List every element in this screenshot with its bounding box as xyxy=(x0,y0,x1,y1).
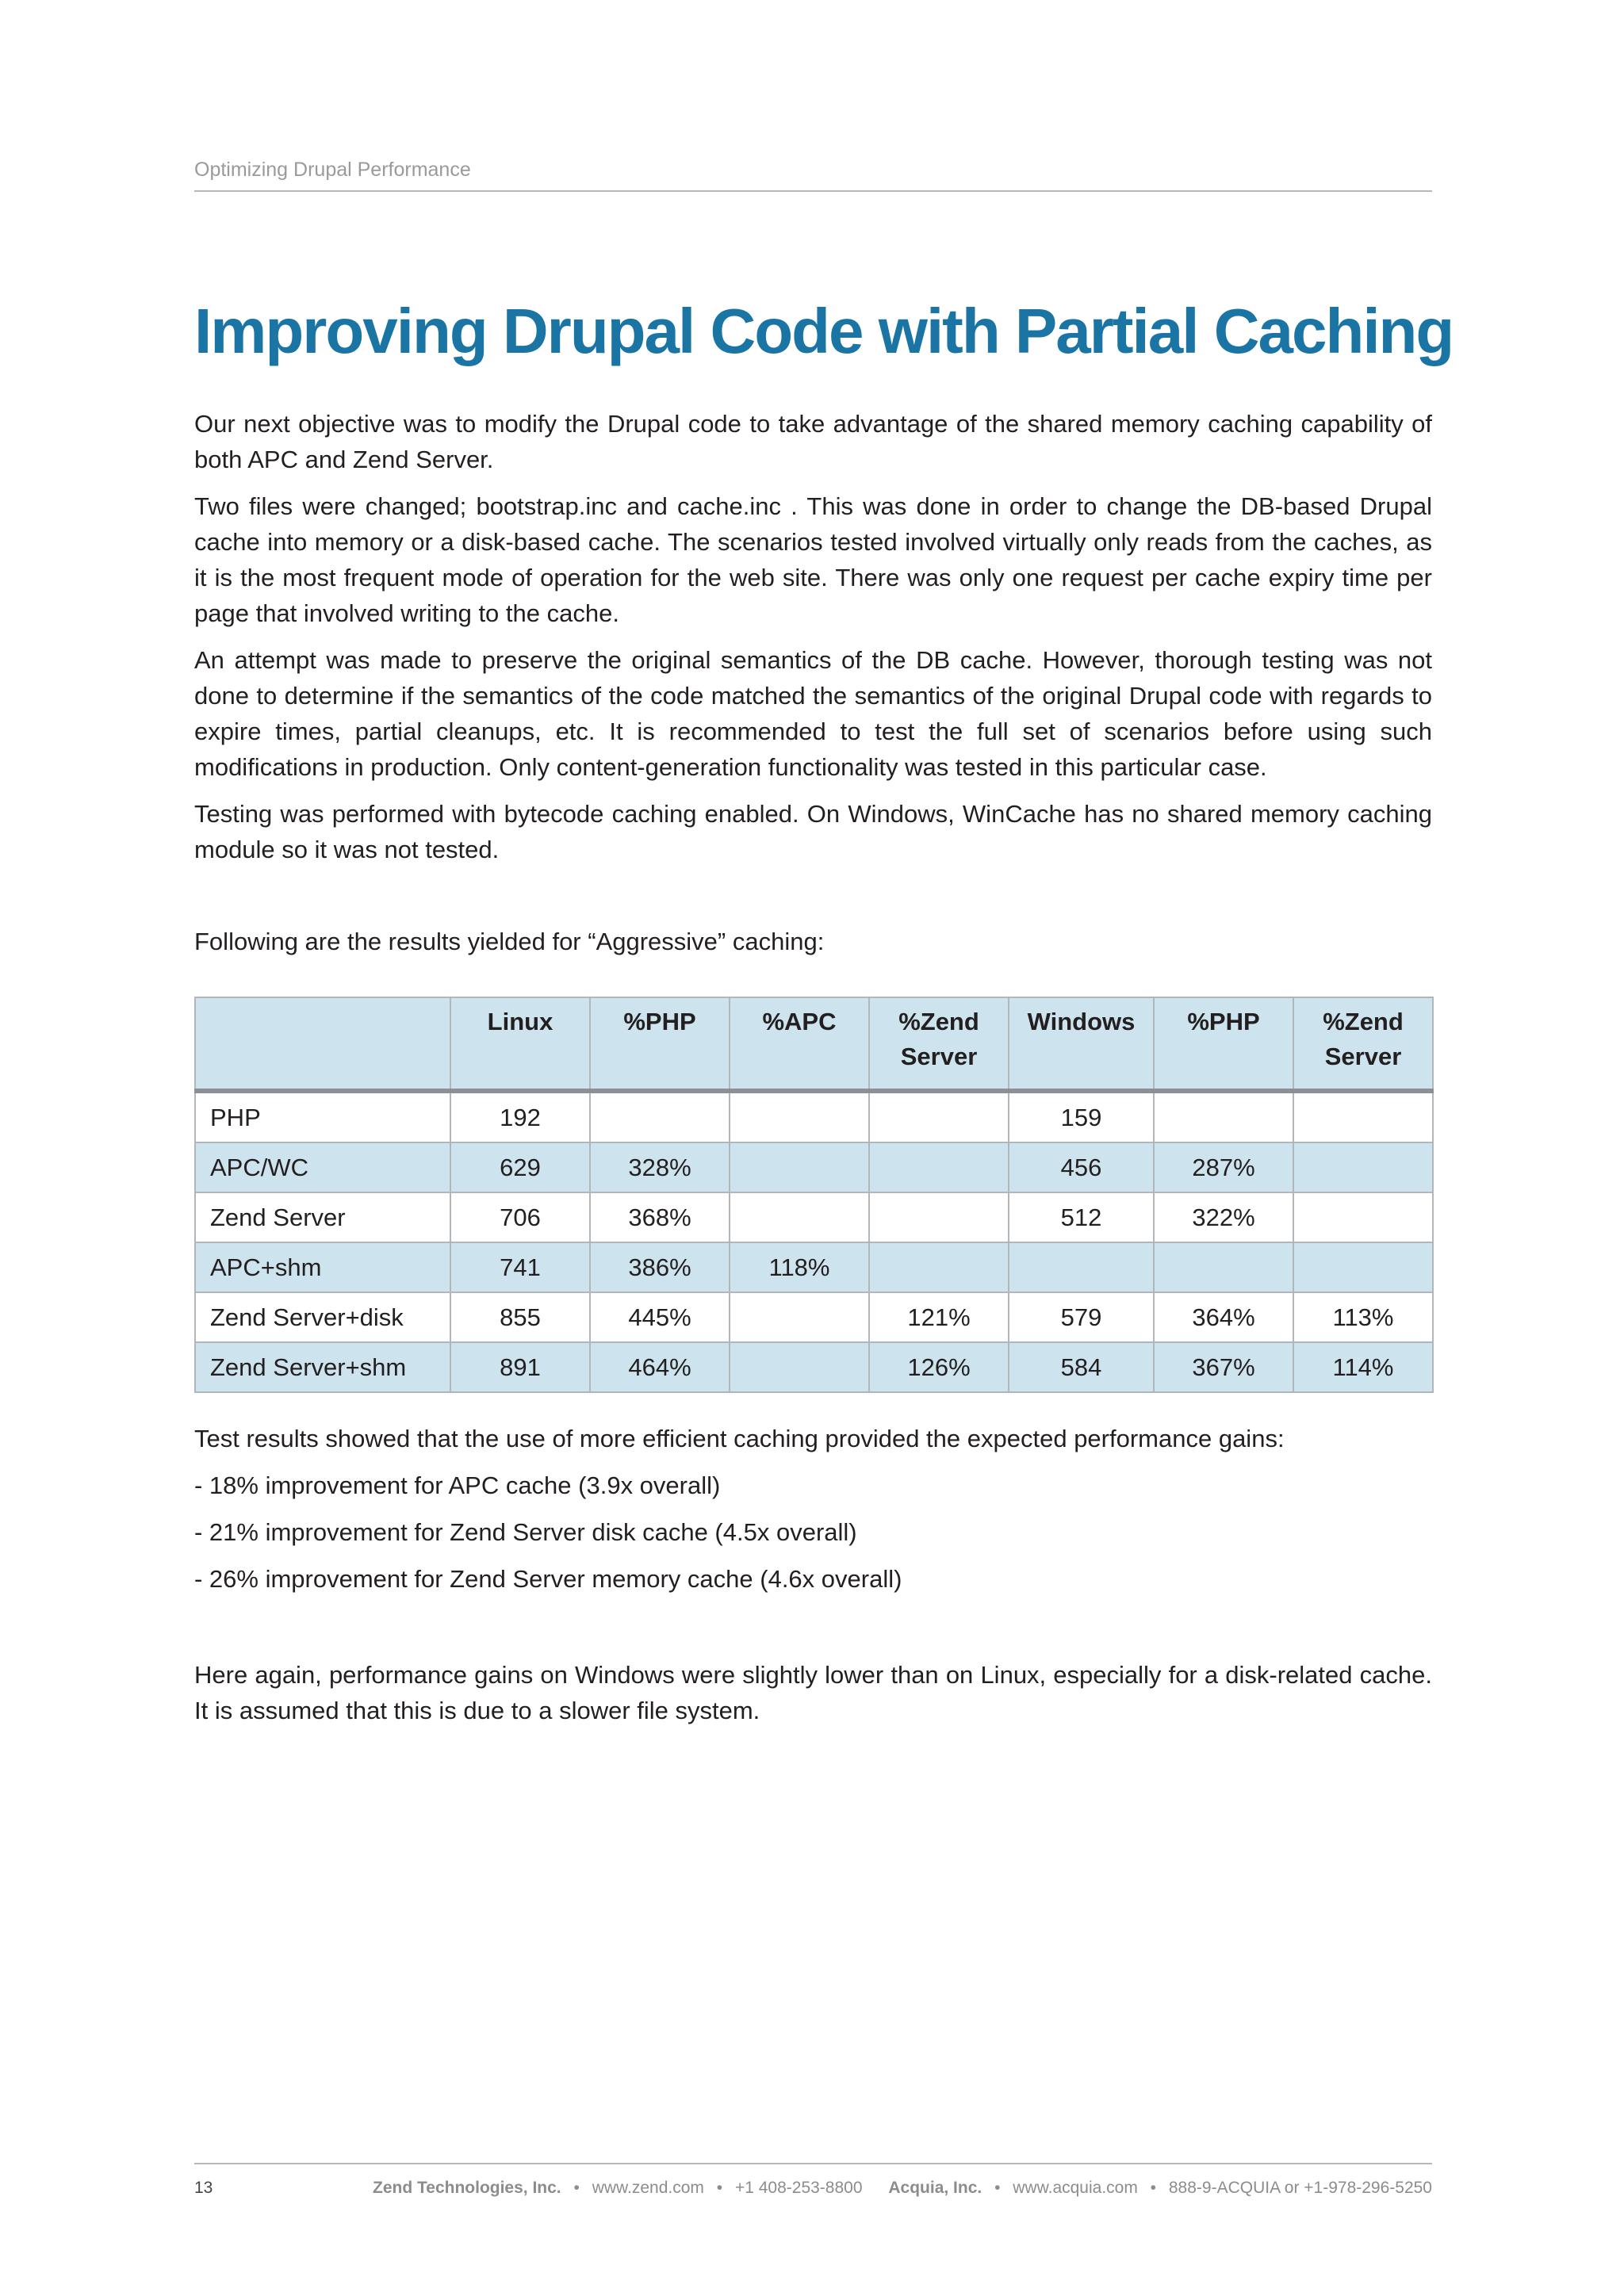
footer-zend-company: Zend Technologies, Inc. xyxy=(373,2179,561,2197)
page-title: Improving Drupal Code with Partial Caching xyxy=(194,296,1454,366)
table-cell xyxy=(1293,1192,1433,1242)
findings-summary: Test results showed that the use of more efficient caching provided the expected performance gains: xyxy=(194,1425,1285,1452)
table-cell: 192 xyxy=(450,1091,590,1142)
intro-paragraphs xyxy=(194,406,1432,878)
paragraph: Two files were changed; bootstrap.inc and cache.inc . This was done in order to change the DB-based Drupal cache into memory or a disk-based cache. The scenarios tested involved virtually only reads from the caches, as it is the most frequent mode of operation for the web site. There was only one request per cache expiry time per page that involved writing to the cache. xyxy=(194,492,1432,627)
table-cell xyxy=(869,1192,1009,1242)
table-cell xyxy=(590,1091,730,1142)
table-row xyxy=(195,1091,1433,1142)
column-header: %PHP xyxy=(590,997,730,1091)
table-cell xyxy=(869,1091,1009,1142)
table-cell: 706 xyxy=(450,1192,590,1242)
table-cell xyxy=(1293,1142,1433,1192)
table-cell: 367% xyxy=(1154,1342,1293,1392)
table-cell xyxy=(730,1142,869,1192)
results-table xyxy=(194,997,1434,1393)
table-cell xyxy=(869,1142,1009,1192)
table-cell: 328% xyxy=(590,1142,730,1192)
column-header: %APC xyxy=(730,997,869,1091)
paragraph: An attempt was made to preserve the original semantics of the DB cache. However, thorough testing was not done to determine if the semantics of the code matched the semantics of the original Drupal code with regards to expire times, partial cleanups, etc. It is recommended to test the full set of scenarios before using such modifications in production. Only content-generation functionality was tested in this particular case. xyxy=(194,646,1432,781)
footer-acquia-company: Acquia, Inc. xyxy=(888,2179,982,2197)
table-cell: 364% xyxy=(1154,1292,1293,1342)
table-header-row xyxy=(195,997,1433,1091)
table-row xyxy=(195,1342,1433,1392)
table-row xyxy=(195,1142,1433,1192)
table-cell: 741 xyxy=(450,1242,590,1292)
table-cell: 512 xyxy=(1009,1192,1154,1242)
table-cell: 629 xyxy=(450,1142,590,1192)
table-cell: 386% xyxy=(590,1242,730,1292)
page-number: 13 xyxy=(194,2179,213,2197)
footer-acquia-url[interactable]: www.acquia.com xyxy=(1013,2179,1138,2197)
row-label: Zend Server+disk xyxy=(195,1292,450,1342)
table-cell xyxy=(869,1242,1009,1292)
table-cell xyxy=(1293,1091,1433,1142)
table-row xyxy=(195,1242,1433,1292)
table-cell xyxy=(730,1192,869,1242)
table-cell: 855 xyxy=(450,1292,590,1342)
table-intro: Following are the results yielded for “Aggressive” caching: xyxy=(194,928,825,955)
table-cell: 114% xyxy=(1293,1342,1433,1392)
footer-acquia-phone: 888-9-ACQUIA or +1-978-296-5250 xyxy=(1168,2179,1432,2197)
table-cell: 113% xyxy=(1293,1292,1433,1342)
finding-item: - 26% improvement for Zend Server memory cache (4.6x overall) xyxy=(194,1565,902,1593)
row-label: PHP xyxy=(195,1091,450,1142)
table-cell: 121% xyxy=(869,1292,1009,1342)
table-cell xyxy=(1154,1091,1293,1142)
table-cell: 322% xyxy=(1154,1192,1293,1242)
row-label: Zend Server+shm xyxy=(195,1342,450,1392)
footer-separator: • xyxy=(716,2179,723,2197)
document-page xyxy=(194,0,1454,2296)
paragraph: Our next objective was to modify the Drupal code to take advantage of the shared memory caching capability of both APC and Zend Server. xyxy=(194,410,1432,473)
footer-zend-contact xyxy=(373,2179,863,2198)
table-cell: 159 xyxy=(1009,1091,1154,1142)
table-row xyxy=(195,1192,1433,1242)
footer-zend-url[interactable]: www.zend.com xyxy=(592,2179,704,2197)
table-cell xyxy=(730,1292,869,1342)
finding-item: - 18% improvement for APC cache (3.9x overall) xyxy=(194,1471,721,1499)
column-header: %PHP xyxy=(1154,997,1293,1091)
footer-separator: • xyxy=(573,2179,580,2197)
table-cell xyxy=(1009,1242,1154,1292)
footer-zend-phone: +1 408-253-8800 xyxy=(734,2179,863,2197)
table-cell xyxy=(730,1091,869,1142)
table-cell xyxy=(1293,1242,1433,1292)
column-header: %Zend Server xyxy=(1293,997,1433,1091)
table-cell: 118% xyxy=(730,1242,869,1292)
table-cell: 464% xyxy=(590,1342,730,1392)
table-cell: 456 xyxy=(1009,1142,1154,1192)
footer-divider xyxy=(194,2163,1432,2164)
table-cell: 579 xyxy=(1009,1292,1154,1342)
table-row xyxy=(195,1292,1433,1342)
closing-paragraph: Here again, performance gains on Windows were slightly lower than on Linux, especially for a disk-related cache. It is assumed that this is due to a slower file system. xyxy=(194,1661,1432,1724)
column-header xyxy=(195,997,450,1091)
column-header: %Zend Server xyxy=(869,997,1009,1091)
row-label: APC/WC xyxy=(195,1142,450,1192)
row-label: APC+shm xyxy=(195,1242,450,1292)
table-cell: 445% xyxy=(590,1292,730,1342)
footer-separator: • xyxy=(1150,2179,1157,2197)
footer-acquia-contact xyxy=(888,2179,1432,2198)
running-head: Optimizing Drupal Performance xyxy=(194,159,471,181)
table-cell xyxy=(1154,1242,1293,1292)
table-cell: 891 xyxy=(450,1342,590,1392)
table-cell xyxy=(730,1342,869,1392)
column-header: Windows xyxy=(1009,997,1154,1091)
finding-item: - 21% improvement for Zend Server disk cache (4.5x overall) xyxy=(194,1518,857,1546)
table-cell: 368% xyxy=(590,1192,730,1242)
table-cell: 287% xyxy=(1154,1142,1293,1192)
column-header: Linux xyxy=(450,997,590,1091)
findings-list xyxy=(194,1421,1432,1608)
footer-separator: • xyxy=(994,2179,1001,2197)
header-divider xyxy=(194,190,1432,192)
table-cell: 126% xyxy=(869,1342,1009,1392)
paragraph: Testing was performed with bytecode caching enabled. On Windows, WinCache has no shared memory caching module so it was not tested. xyxy=(194,800,1432,863)
row-label: Zend Server xyxy=(195,1192,450,1242)
table-cell: 584 xyxy=(1009,1342,1154,1392)
